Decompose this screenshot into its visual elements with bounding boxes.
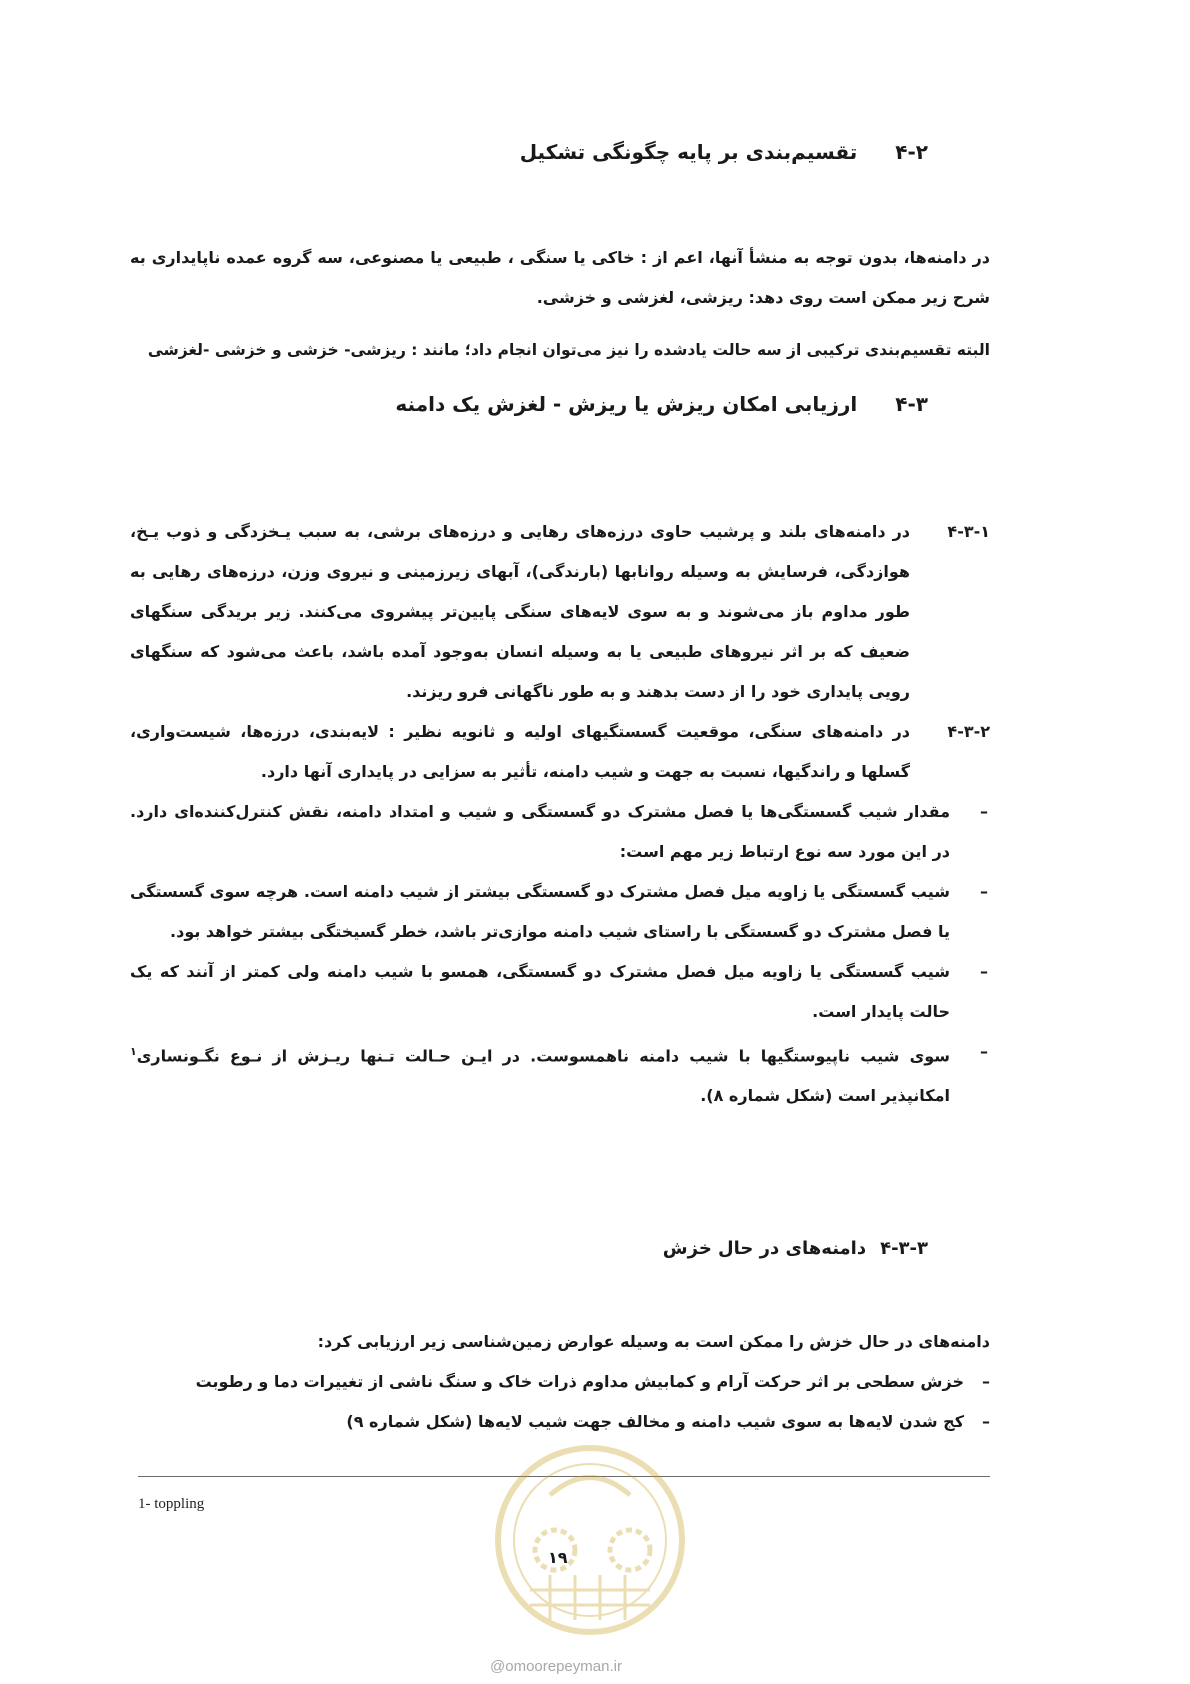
assessment-list — [130, 512, 990, 1116]
dash-marker: – — [980, 962, 988, 981]
item-text: امکانپذیر است (شکل شماره ۸). — [700, 1086, 950, 1106]
watermark-site: @omoorepeyman.ir — [490, 1658, 622, 1675]
item-text: در دامنه‌های بلند و پرشیب حاوی درزه‌های رهایی و درزه‌های برشی، به سبب یـخزدگی و ذوب یـخ، هوازدگی، فرسایش به وسیله روانابها (بارندگی)، آبهای زیرزمینی و نیروی وزن، درزه‌های رهایی به طور مداوم باز می‌شوند و به سوی لایه‌های سنگی پایین‌تر پیشروی می‌کنند. زیر بریدگی سنگهای ضعیف که بر اثر نیروهای طبیعی یا به وسیله انسان به‌وجود آمده باشد، باعث می‌شود که سنگهای رویی پایداری خود را از دست بدهند و به طور ناگهانی فرو ریزند. — [130, 522, 910, 701]
creep-lead-paragraph: دامنه‌های در حال خزش را ممکن است به وسیله عوارض زمین‌شناسی زیر ارزیابی کرد: — [317, 1332, 990, 1351]
item-text: در دامنه‌های سنگی، موقعیت گسستگیهای اولیه و ثانویه نظیر : لایه‌بندی، درزه‌ها، شیست‌واری، گسلها و راندگیها، نسبت به جهت و شیب دامنه، تأثیر به سزایی در پایداری آنها دارد. — [130, 722, 910, 781]
section-title: دامنه‌های در حال خزش — [662, 1238, 867, 1259]
section-title: ارزیابی امکان ریزش یا ریزش - لغزش یک دامنه — [395, 392, 858, 416]
dash-item — [130, 792, 990, 872]
creep-list — [130, 1362, 990, 1442]
dash-item — [130, 1032, 990, 1116]
intro-paragraph: در دامنه‌ها، بدون توجه به منشأ آنها، اعم از : خاکی یا سنگی ، طبیعی یا مصنوعی، سه گروه عمده ناپایداری به شرح زیر ممکن است روی دهد: ریزشی، لغزشی و خزشی. — [130, 248, 990, 307]
dash-marker: – — [980, 1042, 988, 1061]
dash-marker: – — [982, 1372, 990, 1391]
dash-marker: – — [982, 1412, 990, 1431]
item-text: کج شدن لایه‌ها به سوی شیب دامنه و مخالف جهت شیب لایه‌ها (شکل شماره ۹) — [346, 1412, 964, 1431]
intro-paragraph-2: البته تقسیم‌بندی ترکیبی از سه حالت یادشده را نیز می‌توان انجام داد؛ مانند : ریزشی- خزشی و خزشی -لغزشی — [147, 341, 990, 359]
list-item — [130, 1362, 990, 1402]
dash-marker: – — [980, 802, 988, 821]
section-title: تقسیم‌بندی بر پایه چگونگی تشکیل — [519, 140, 858, 164]
section-heading-4-2 — [520, 140, 928, 164]
section-number: ۴-۳-۳ — [880, 1238, 928, 1259]
section-heading-4-3 — [395, 392, 928, 416]
item-text: خزش سطحی بر اثر حرکت آرام و کمابیش مداوم ذرات خاک و سنگ ناشی از تغییرات دما و رطوبت — [195, 1372, 964, 1391]
item-number: ۴-۳-۲ — [947, 722, 990, 741]
footnote: 1- toppling — [138, 1496, 205, 1512]
item-text: شیب گسستگی یا زاویه میل فصل مشترک دو گسستگی بیشتر از شیب دامنه است. هرچه سوی گسستگی یا فصل مشترک دو گسستگی با راستای شیب دامنه موازی‌تر باشد، خطر گسیختگی بیشتر خواهد بود. — [130, 882, 950, 941]
item-text: مقدار شیب گسستگی‌ها یا فصل مشترک دو گسستگی و شیب و امتداد دامنه، نقش کنترل‌کننده‌ای دارد. در این مورد سه نوع ارتباط زیر مهم است: — [130, 802, 950, 861]
page-number: ۱۹ — [548, 1548, 568, 1567]
list-item-4-3-2 — [130, 712, 990, 792]
item-text: شیب گسستگی یا زاویه میل فصل مشترک دو گسستگی، همسو با شیب دامنه ولی کمتر از آنند که یک حالت پایدار است. — [130, 962, 950, 1021]
item-number: ۴-۳-۱ — [947, 522, 990, 541]
section-heading-4-3-3 — [663, 1238, 928, 1259]
section-number: ۴-۳ — [895, 392, 928, 416]
item-text: سوی شیب ناپیوستگیها با شیب دامنه ناهمسوست. در ایـن حـالت تـنها ریـزش از نـوع نگـونساری — [136, 1046, 950, 1066]
section-number: ۴-۲ — [895, 140, 928, 164]
dash-item — [130, 952, 990, 1032]
list-item-4-3-1 — [130, 512, 990, 712]
dash-item — [130, 872, 990, 952]
dash-marker: – — [980, 882, 988, 901]
watermark-logo — [480, 1440, 700, 1640]
list-item — [130, 1402, 990, 1442]
footnote-ref: ۱ — [130, 1045, 137, 1058]
